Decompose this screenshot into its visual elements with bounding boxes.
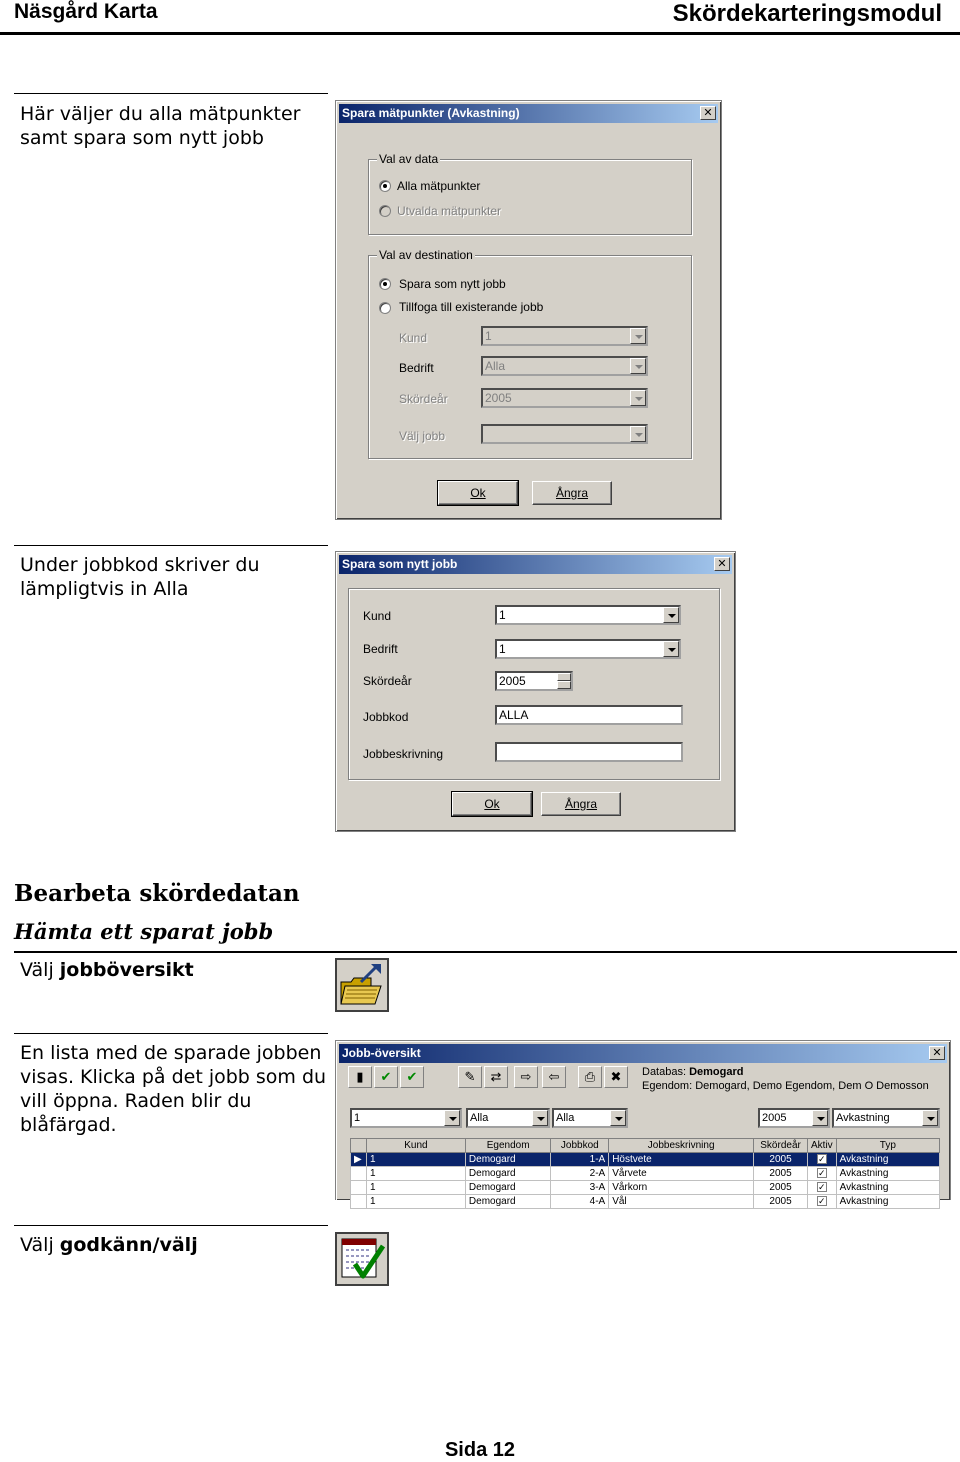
active-checkbox[interactable]: ✓ bbox=[818, 1182, 826, 1192]
table-cell: Avkastning bbox=[836, 1195, 939, 1209]
window-title: Jobb-översikt bbox=[342, 1046, 421, 1060]
window-titlebar bbox=[339, 1044, 947, 1063]
column-header[interactable]: Aktiv bbox=[808, 1139, 837, 1153]
column-header[interactable]: Jobbkod bbox=[551, 1139, 609, 1153]
jobbkod-label: Jobbkod bbox=[363, 710, 409, 724]
bedrift-value: Alla bbox=[485, 359, 506, 373]
kund-label: Kund bbox=[399, 331, 428, 345]
table-cell: Avkastning bbox=[836, 1181, 939, 1195]
egendom-label: Egendom: bbox=[642, 1080, 693, 1092]
close-icon[interactable]: ✕ bbox=[714, 557, 730, 571]
instruction-keyword: godkänn/välj bbox=[59, 1234, 198, 1256]
print-tool-icon[interactable]: ⎙ bbox=[578, 1066, 602, 1088]
all-points-label: Alla mätpunkter bbox=[397, 179, 481, 193]
destination-group bbox=[368, 248, 692, 459]
approve-tool-icon[interactable]: ✔ bbox=[374, 1066, 398, 1088]
column-header[interactable]: Jobbeskrivning bbox=[609, 1139, 754, 1153]
chevron-down-icon[interactable] bbox=[444, 1110, 460, 1126]
table-row[interactable] bbox=[351, 1153, 940, 1167]
folder-open-icon bbox=[337, 960, 387, 1010]
header-rule bbox=[0, 32, 960, 35]
sub-heading: Hämta ett sparat jobb bbox=[14, 919, 274, 944]
all-points-radio[interactable] bbox=[379, 180, 391, 192]
export-tool-icon[interactable]: ⇨ bbox=[514, 1066, 538, 1088]
active-cell[interactable] bbox=[808, 1181, 837, 1195]
instruction-keyword: jobböversikt bbox=[59, 959, 194, 981]
instruction-prefix: Välj bbox=[20, 1234, 60, 1256]
section-rule bbox=[14, 1225, 328, 1226]
filter-value: Alla bbox=[556, 1112, 575, 1124]
kund-value: 1 bbox=[485, 329, 492, 343]
table-cell: 2005 bbox=[754, 1153, 808, 1167]
instruction-prefix: Välj bbox=[20, 959, 60, 981]
section-heading: Bearbeta skördedatan bbox=[14, 880, 300, 907]
group-label: Val av destination bbox=[379, 248, 473, 262]
filter-value: 1 bbox=[354, 1112, 361, 1124]
chevron-down-icon bbox=[630, 426, 646, 442]
jobbkod-input[interactable]: ALLA bbox=[495, 705, 683, 725]
table-cell: Höstvete bbox=[609, 1153, 754, 1167]
table-cell: Demogard bbox=[465, 1195, 551, 1209]
section5-text bbox=[20, 1233, 198, 1257]
egendom-value: Demogard, Demo Egendom, Dem O Demosson bbox=[695, 1080, 929, 1092]
table-cell: 1 bbox=[366, 1153, 465, 1167]
table-cell: 2005 bbox=[754, 1181, 808, 1195]
column-header[interactable]: Skördeår bbox=[754, 1139, 808, 1153]
bedrift-filter[interactable] bbox=[552, 1108, 628, 1128]
page-number: Sida 12 bbox=[444, 1439, 516, 1461]
job-fields-group bbox=[348, 588, 720, 780]
section4-text: En lista med de sparade jobben visas. Klicka på det jobb som du vill öppna. Raden blir du blåfärgad. bbox=[20, 1042, 327, 1136]
chevron-down-icon[interactable] bbox=[610, 1110, 626, 1126]
import-tool-icon[interactable]: ⇦ bbox=[542, 1066, 566, 1088]
table-cell: 2-A bbox=[551, 1167, 609, 1181]
kund-value: 1 bbox=[499, 608, 506, 622]
database-value: Demogard bbox=[689, 1066, 744, 1078]
skordear-spinner[interactable] bbox=[495, 671, 573, 691]
table-row[interactable] bbox=[351, 1181, 940, 1195]
chevron-down-icon[interactable] bbox=[630, 358, 646, 374]
kund-combo[interactable] bbox=[495, 605, 681, 625]
column-header[interactable]: Typ bbox=[836, 1139, 939, 1153]
cancel-button[interactable]: Ångra bbox=[541, 792, 621, 816]
table-cell: 2005 bbox=[754, 1195, 808, 1209]
bedrift-value: 1 bbox=[499, 642, 506, 656]
close-icon[interactable]: ✕ bbox=[929, 1046, 945, 1060]
append-job-label: Tillfoga till existerande jobb bbox=[399, 300, 544, 314]
approve-all-tool-icon[interactable]: ✔ bbox=[400, 1066, 424, 1088]
section3-text bbox=[20, 958, 194, 982]
spin-down-icon[interactable] bbox=[557, 681, 571, 689]
valj-jobb-label: Välj jobb bbox=[399, 429, 446, 443]
ok-button[interactable]: Ok bbox=[438, 481, 518, 505]
section-rule bbox=[14, 93, 328, 94]
section-rule bbox=[14, 545, 328, 546]
egendom-info bbox=[642, 1080, 929, 1092]
row-indicator bbox=[351, 1167, 367, 1181]
module-title: Skördekarteringsmodul bbox=[672, 0, 942, 27]
cancel-button[interactable]: Ångra bbox=[532, 481, 612, 505]
save-points-dialog bbox=[335, 100, 722, 520]
active-cell[interactable] bbox=[808, 1153, 837, 1167]
chevron-down-icon[interactable] bbox=[663, 607, 679, 623]
chevron-down-icon[interactable] bbox=[532, 1110, 548, 1126]
row-indicator bbox=[351, 1181, 367, 1195]
dialog-titlebar bbox=[339, 555, 732, 574]
spin-up-icon[interactable] bbox=[557, 673, 571, 681]
table-row[interactable] bbox=[351, 1167, 940, 1181]
table-cell: 3-A bbox=[551, 1181, 609, 1195]
table-cell: Vårkorn bbox=[609, 1181, 754, 1195]
jobbeskrivning-input[interactable] bbox=[495, 742, 683, 762]
filter-value: 2005 bbox=[762, 1112, 787, 1124]
kund-combo bbox=[481, 326, 648, 346]
selected-points-radio bbox=[379, 205, 391, 217]
save-new-job-radio[interactable] bbox=[379, 278, 391, 290]
table-cell: 2005 bbox=[754, 1167, 808, 1181]
filter-value: Avkastning bbox=[836, 1112, 890, 1124]
jobbeskrivning-label: Jobbeskrivning bbox=[363, 747, 444, 761]
table-cell: Demogard bbox=[465, 1181, 551, 1195]
job-overview-window bbox=[335, 1040, 951, 1207]
valj-jobb-combo bbox=[481, 424, 648, 444]
skordear-value: 2005 bbox=[499, 674, 526, 688]
section2-text: Under jobbkod skriver du lämpligtvis in Alla bbox=[20, 554, 260, 600]
active-checkbox[interactable]: ✓ bbox=[818, 1154, 826, 1164]
bedrift-label: Bedrift bbox=[399, 361, 434, 375]
append-job-radio[interactable] bbox=[379, 302, 391, 314]
active-checkbox[interactable]: ✓ bbox=[818, 1168, 826, 1178]
kund-filter[interactable] bbox=[350, 1108, 462, 1128]
table-cell: 1 bbox=[366, 1195, 465, 1209]
database-label: Databas: bbox=[642, 1066, 687, 1078]
job-overview-icon[interactable] bbox=[335, 958, 389, 1012]
skordear-label: Skördeår bbox=[363, 674, 412, 688]
bedrift-combo[interactable] bbox=[481, 356, 648, 376]
table-cell: 1-A bbox=[551, 1153, 609, 1167]
active-cell[interactable] bbox=[808, 1167, 837, 1181]
table-row[interactable] bbox=[351, 1195, 940, 1209]
company-name: Näsgård Karta bbox=[14, 0, 158, 23]
table-cell: 1 bbox=[366, 1181, 465, 1195]
table-cell: Demogard bbox=[465, 1153, 551, 1167]
dialog-title: Spara som nytt jobb bbox=[342, 557, 458, 571]
section-rule bbox=[14, 1033, 328, 1034]
skordear-combo bbox=[481, 388, 648, 408]
table-cell: 4-A bbox=[551, 1195, 609, 1209]
spin-buttons[interactable] bbox=[557, 673, 571, 689]
row-indicator bbox=[351, 1195, 367, 1209]
dialog-titlebar bbox=[339, 104, 718, 123]
table-cell: Vål bbox=[609, 1195, 754, 1209]
filter-value: Alla bbox=[470, 1112, 489, 1124]
skordear-value: 2005 bbox=[485, 391, 512, 405]
chevron-down-icon[interactable] bbox=[812, 1110, 828, 1126]
save-new-job-dialog bbox=[335, 551, 736, 832]
heading-rule bbox=[14, 951, 957, 953]
table-cell: Avkastning bbox=[836, 1167, 939, 1181]
active-cell[interactable] bbox=[808, 1195, 837, 1209]
dialog-title: Spara mätpunkter (Avkastning) bbox=[342, 106, 520, 120]
chevron-down-icon[interactable] bbox=[663, 641, 679, 657]
section1-text: Här väljer du alla mätpunkter samt spara som nytt jobb bbox=[20, 103, 301, 149]
checklist-icon bbox=[337, 1234, 387, 1284]
delete-tool-icon[interactable]: ✖ bbox=[604, 1066, 628, 1088]
kund-label: Kund bbox=[363, 609, 392, 623]
save-new-job-label: Spara som nytt jobb bbox=[399, 277, 506, 291]
chevron-down-icon bbox=[630, 390, 646, 406]
table-cell: Avkastning bbox=[836, 1153, 939, 1167]
database-info bbox=[642, 1066, 744, 1078]
table-cell: Vårvete bbox=[609, 1167, 754, 1181]
skordear-label: Skördeår bbox=[399, 392, 448, 406]
group-label: Val av data bbox=[379, 152, 439, 166]
sync-tool-icon[interactable]: ⇄ bbox=[484, 1066, 508, 1088]
ok-button[interactable]: Ok bbox=[452, 792, 532, 816]
column-header bbox=[351, 1139, 367, 1153]
close-icon[interactable]: ✕ bbox=[700, 106, 716, 120]
bedrift-label: Bedrift bbox=[363, 642, 398, 656]
active-checkbox[interactable]: ✓ bbox=[818, 1196, 826, 1206]
job-table bbox=[350, 1138, 940, 1209]
type-filter[interactable] bbox=[832, 1108, 940, 1128]
column-header[interactable]: Egendom bbox=[465, 1139, 551, 1153]
approve-select-icon[interactable] bbox=[335, 1232, 389, 1286]
egendom-filter[interactable] bbox=[466, 1108, 550, 1128]
table-cell: Demogard bbox=[465, 1167, 551, 1181]
data-choice-group bbox=[368, 152, 692, 235]
bedrift-combo[interactable] bbox=[495, 639, 681, 659]
table-header bbox=[351, 1139, 940, 1153]
chevron-down-icon[interactable] bbox=[922, 1110, 938, 1126]
column-header[interactable]: Kund bbox=[366, 1139, 465, 1153]
year-filter[interactable] bbox=[758, 1108, 830, 1128]
selected-points-label: Utvalda mätpunkter bbox=[397, 204, 502, 218]
open-tool-icon[interactable]: ▮ bbox=[348, 1066, 372, 1088]
table-cell: 1 bbox=[366, 1167, 465, 1181]
row-indicator: ▶ bbox=[351, 1153, 367, 1167]
edit-tool-icon[interactable]: ✎ bbox=[458, 1066, 482, 1088]
chevron-down-icon bbox=[630, 328, 646, 344]
